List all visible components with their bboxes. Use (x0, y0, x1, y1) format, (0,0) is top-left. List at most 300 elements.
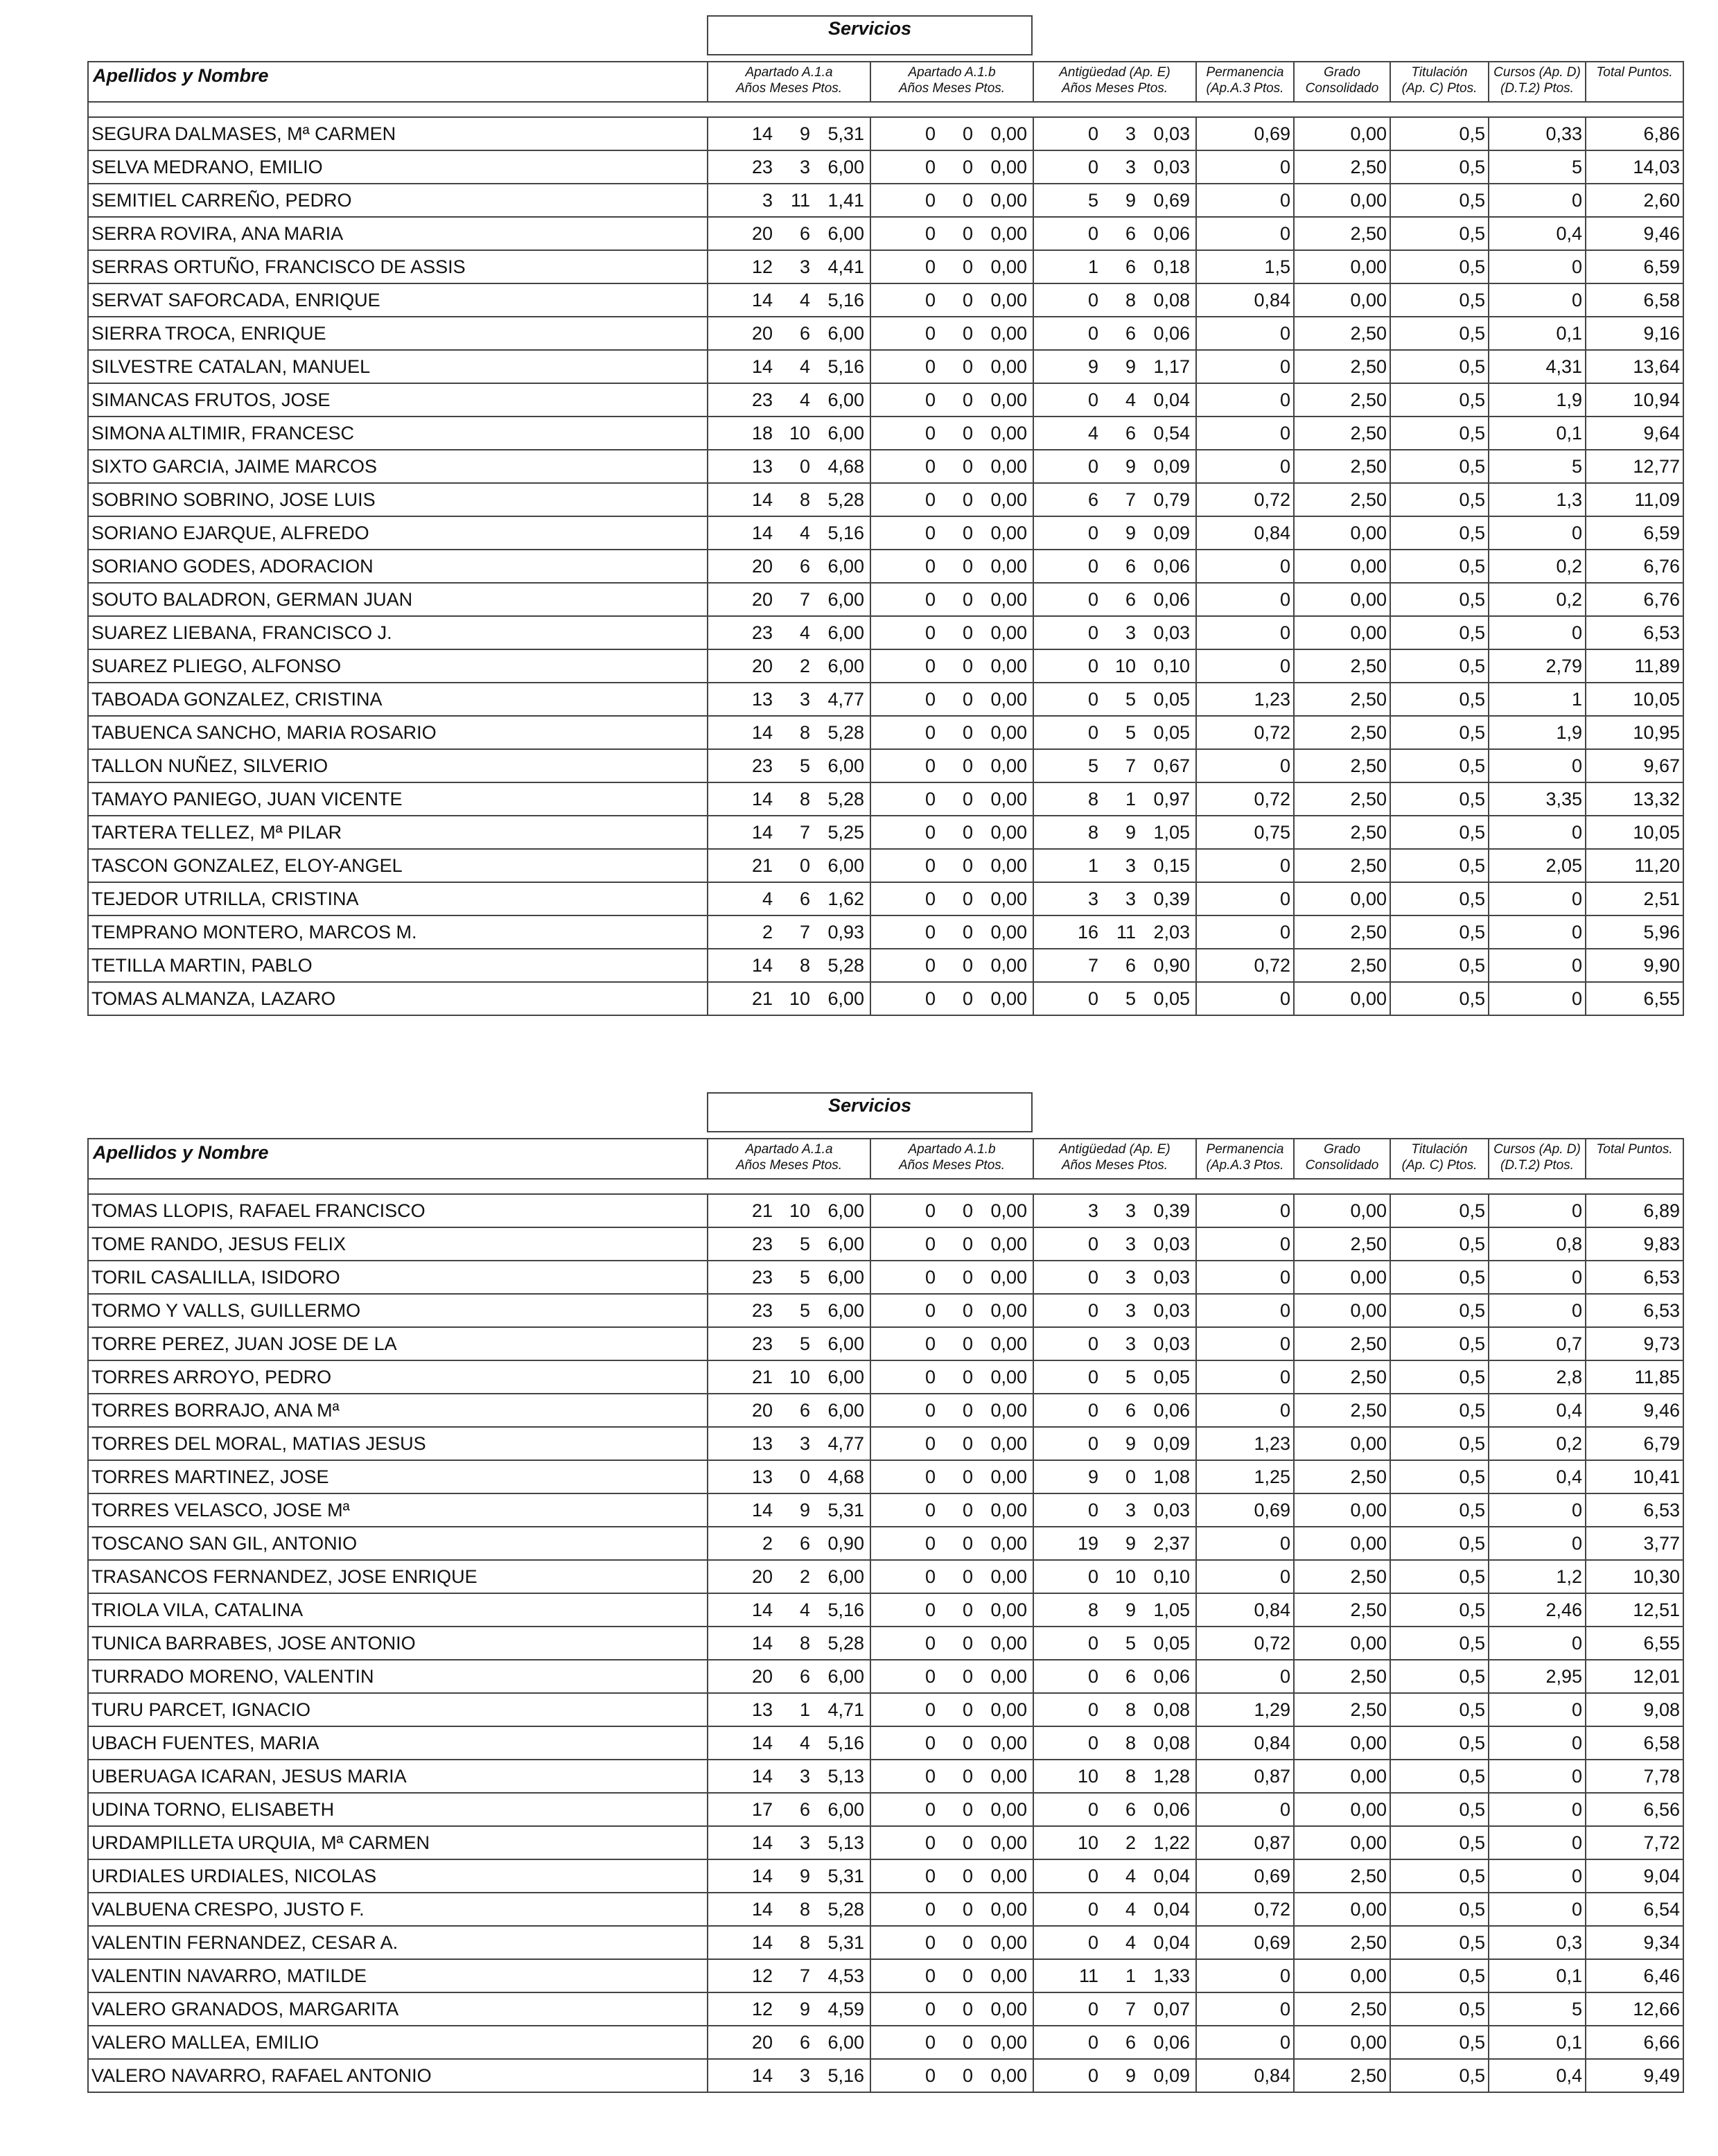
years-value: 9 (1087, 1466, 1098, 1487)
cursos-cell: 0 (1489, 949, 1586, 982)
points-value: 0,00 (990, 223, 1027, 244)
years-value: 14 (751, 955, 773, 976)
table-row (88, 749, 1683, 782)
months-value: 6 (1125, 2032, 1136, 2053)
cursos-cell: 0 (1489, 816, 1586, 849)
months-value: 3 (1125, 1200, 1136, 1221)
a1a-cell (708, 483, 870, 516)
a1a-cell (708, 1194, 870, 1227)
titulacion-cell: 0,5 (1390, 1593, 1489, 1627)
years-value: 0 (1087, 1500, 1098, 1520)
table-row (88, 417, 1683, 450)
a1a-cell (708, 982, 870, 1015)
years-value: 0 (924, 489, 936, 510)
permanencia-column-header: Permanencia (Ap.A.3 Ptos. (1196, 1139, 1294, 1179)
person-name-cell: TABOADA GONZALEZ, CRISTINA (88, 683, 708, 716)
months-value: 4 (799, 356, 810, 377)
months-value: 10 (789, 423, 810, 444)
months-value: 0 (799, 1466, 810, 1487)
points-value: 5,16 (827, 1733, 864, 1753)
points-value: 0,03 (1153, 157, 1190, 177)
person-name-cell: VALBUENA CRESPO, JUSTO F. (88, 1893, 708, 1926)
years-value: 0 (924, 256, 936, 277)
antiguedad-cell (1033, 1261, 1196, 1294)
permanencia-cell: 0,69 (1196, 1926, 1294, 1959)
points-value: 5,28 (827, 1633, 864, 1654)
years-value: 20 (751, 223, 773, 244)
points-value: 0,04 (1153, 1932, 1190, 1953)
months-value: 6 (1125, 1799, 1136, 1820)
years-value: 0 (924, 955, 936, 976)
total-cell: 10,30 (1586, 1560, 1683, 1593)
points-value: 5,31 (827, 1866, 864, 1886)
antiguedad-cell (1033, 2026, 1196, 2059)
months-value: 0 (962, 955, 973, 976)
titulacion-cell: 0,5 (1390, 483, 1489, 516)
titulacion-cell: 0,5 (1390, 250, 1489, 283)
months-value: 6 (1125, 256, 1136, 277)
years-value: 0 (924, 1999, 936, 2019)
cursos-cell: 0 (1489, 616, 1586, 649)
grado-cell: 2,50 (1294, 350, 1390, 383)
months-value: 0 (962, 1200, 973, 1221)
months-value: 9 (799, 1500, 810, 1520)
months-value: 3 (1125, 855, 1136, 876)
points-value: 5,28 (827, 722, 864, 743)
antiguedad-cell (1033, 1793, 1196, 1826)
months-value: 0 (962, 223, 973, 244)
years-value: 3 (1087, 888, 1098, 909)
years-value: 0 (924, 1666, 936, 1687)
permanencia-cell: 1,23 (1196, 1427, 1294, 1460)
permanencia-cell: 0 (1196, 1527, 1294, 1560)
years-value: 23 (751, 1333, 773, 1354)
permanencia-cell: 0 (1196, 583, 1294, 616)
table-row (88, 683, 1683, 716)
person-name-cell: TARTERA TELLEZ, Mª PILAR (88, 816, 708, 849)
a1a-cell (708, 1760, 870, 1793)
a1b-cell (870, 1726, 1033, 1760)
cursos-cell: 1 (1489, 683, 1586, 716)
points-value: 0,03 (1153, 1500, 1190, 1520)
years-value: 0 (1087, 1566, 1098, 1587)
months-value: 6 (799, 1533, 810, 1554)
titulacion-cell: 0,5 (1390, 2059, 1489, 2092)
points-value: 0,06 (1153, 1799, 1190, 1820)
a1b-cell (870, 1593, 1033, 1627)
person-name-cell: SIMANCAS FRUTOS, JOSE (88, 383, 708, 417)
years-value: 0 (924, 988, 936, 1009)
years-value: 0 (924, 1799, 936, 1820)
points-value: 0,00 (990, 955, 1027, 976)
years-value: 14 (751, 523, 773, 543)
antiguedad-cell (1033, 1760, 1196, 1793)
years-value: 1 (1087, 855, 1098, 876)
points-value: 0,00 (990, 1832, 1027, 1853)
titulacion-cell: 0,5 (1390, 915, 1489, 949)
a1b-cell (870, 1959, 1033, 1992)
points-value: 6,00 (827, 1367, 864, 1387)
person-name-cell: VALERO NAVARRO, RAFAEL ANTONIO (88, 2059, 708, 2092)
years-value: 8 (1087, 1600, 1098, 1620)
years-value: 0 (1087, 2065, 1098, 2086)
years-value: 2 (762, 1533, 773, 1554)
total-cell: 9,64 (1586, 417, 1683, 450)
antiguedad-cell (1033, 283, 1196, 317)
years-value: 0 (1087, 1433, 1098, 1454)
months-value: 0 (962, 1367, 973, 1387)
points-value: 5,16 (827, 523, 864, 543)
years-value: 0 (1087, 1633, 1098, 1654)
points-value: 6,00 (827, 1267, 864, 1288)
titulacion-cell: 0,5 (1390, 383, 1489, 417)
table-row (88, 1394, 1683, 1427)
cursos-cell: 1,3 (1489, 483, 1586, 516)
antiguedad-cell (1033, 649, 1196, 683)
years-value: 0 (924, 1533, 936, 1554)
a1a-cell (708, 816, 870, 849)
points-value: 0,00 (990, 722, 1027, 743)
months-value: 8 (1125, 1699, 1136, 1720)
years-value: 0 (1087, 622, 1098, 643)
months-value: 0 (962, 556, 973, 577)
table-row (88, 1294, 1683, 1327)
months-value: 5 (799, 1300, 810, 1321)
points-value: 0,00 (990, 1367, 1027, 1387)
a1a-cell (708, 317, 870, 350)
a1a-column-header: Apartado A.1.a Años Meses Ptos. (708, 62, 870, 102)
total-cell: 6,53 (1586, 1493, 1683, 1527)
titulacion-cell: 0,5 (1390, 1893, 1489, 1926)
years-value: 21 (751, 855, 773, 876)
years-value: 0 (1087, 1333, 1098, 1354)
titulacion-cell: 0,5 (1390, 1992, 1489, 2026)
months-value: 0 (962, 589, 973, 610)
years-value: 14 (751, 1500, 773, 1520)
points-value: 5,31 (827, 1500, 864, 1520)
a1b-cell (870, 450, 1033, 483)
grado-cell: 2,50 (1294, 1660, 1390, 1693)
points-value: 0,00 (990, 755, 1027, 776)
antiguedad-cell (1033, 1627, 1196, 1660)
total-cell: 6,79 (1586, 1427, 1683, 1460)
months-value: 9 (1125, 356, 1136, 377)
grado-cell: 2,50 (1294, 949, 1390, 982)
a1b-cell (870, 283, 1033, 317)
points-value: 1,41 (827, 190, 864, 211)
months-value: 9 (799, 1999, 810, 2019)
points-value: 0,90 (827, 1533, 864, 1554)
points-value: 1,05 (1153, 1600, 1190, 1620)
years-value: 14 (751, 290, 773, 310)
years-value: 0 (924, 589, 936, 610)
cursos-cell: 0 (1489, 1294, 1586, 1327)
grado-cell: 2,50 (1294, 450, 1390, 483)
table-row (88, 1826, 1683, 1859)
person-name-cell: SUAREZ LIEBANA, FRANCISCO J. (88, 616, 708, 649)
a1a-column-header: Apartado A.1.a Años Meses Ptos. (708, 1139, 870, 1179)
years-value: 23 (751, 1234, 773, 1254)
years-value: 23 (751, 755, 773, 776)
points-value: 6,00 (827, 1566, 864, 1587)
points-table (87, 61, 1684, 1016)
total-cell: 9,46 (1586, 1394, 1683, 1427)
antiguedad-cell (1033, 982, 1196, 1015)
a1a-cell (708, 1793, 870, 1826)
years-value: 0 (924, 922, 936, 943)
a1b-cell (870, 1460, 1033, 1493)
grado-cell: 2,50 (1294, 816, 1390, 849)
months-value: 4 (1125, 1899, 1136, 1920)
years-value: 3 (762, 190, 773, 211)
points-value: 0,00 (990, 922, 1027, 943)
table-row (88, 649, 1683, 683)
table-row (88, 1327, 1683, 1360)
titulacion-cell: 0,5 (1390, 350, 1489, 383)
points-value: 0,00 (990, 589, 1027, 610)
total-cell: 6,59 (1586, 516, 1683, 550)
a1b-cell (870, 417, 1033, 450)
table-row (88, 383, 1683, 417)
months-value: 0 (962, 1899, 973, 1920)
titulacion-cell: 0,5 (1390, 649, 1489, 683)
titulacion-cell: 0,5 (1390, 1360, 1489, 1394)
years-value: 20 (751, 556, 773, 577)
points-value: 0,00 (990, 1566, 1027, 1587)
titulacion-cell: 0,5 (1390, 217, 1489, 250)
a1b-cell (870, 1793, 1033, 1826)
points-value: 0,69 (1153, 190, 1190, 211)
grado-cell: 0,00 (1294, 516, 1390, 550)
years-value: 0 (1087, 589, 1098, 610)
titulacion-cell: 0,5 (1390, 1261, 1489, 1294)
grado-cell: 0,00 (1294, 283, 1390, 317)
months-value: 0 (962, 1500, 973, 1520)
points-value: 6,00 (827, 323, 864, 344)
permanencia-cell: 0 (1196, 915, 1294, 949)
points-value: 0,00 (990, 1234, 1027, 1254)
antiguedad-cell (1033, 683, 1196, 716)
antiguedad-cell (1033, 1427, 1196, 1460)
a1a-cell (708, 749, 870, 782)
a1a-cell (708, 583, 870, 616)
total-cell: 9,73 (1586, 1327, 1683, 1360)
a1b-cell (870, 483, 1033, 516)
grado-cell: 2,50 (1294, 915, 1390, 949)
table-row (88, 350, 1683, 383)
years-value: 0 (1087, 1267, 1098, 1288)
years-value: 0 (924, 1500, 936, 1520)
grado-cell: 0,00 (1294, 1793, 1390, 1826)
points-value: 0,18 (1153, 256, 1190, 277)
months-value: 0 (962, 1566, 973, 1587)
cursos-cell: 0,8 (1489, 1227, 1586, 1261)
months-value: 8 (799, 722, 810, 743)
points-value: 1,05 (1153, 822, 1190, 843)
months-value: 4 (799, 389, 810, 410)
titulacion-cell: 0,5 (1390, 1493, 1489, 1527)
points-value: 0,06 (1153, 1400, 1190, 1421)
months-value: 5 (1125, 1367, 1136, 1387)
months-value: 6 (1125, 955, 1136, 976)
points-value: 0,79 (1153, 489, 1190, 510)
months-value: 6 (1125, 1666, 1136, 1687)
grado-cell: 2,50 (1294, 1394, 1390, 1427)
person-name-cell: TORRES VELASCO, JOSE Mª (88, 1493, 708, 1527)
table-row (88, 1493, 1683, 1527)
table-row (88, 1726, 1683, 1760)
months-value: 3 (1125, 1267, 1136, 1288)
table-row (88, 1593, 1683, 1627)
a1b-cell (870, 1427, 1033, 1460)
months-value: 3 (1125, 1333, 1136, 1354)
points-value: 0,00 (990, 1965, 1027, 1986)
points-value: 0,00 (990, 1699, 1027, 1720)
points-value: 0,03 (1153, 1234, 1190, 1254)
antiguedad-cell (1033, 583, 1196, 616)
antiguedad-cell (1033, 483, 1196, 516)
months-value: 1 (1125, 1965, 1136, 1986)
a1a-cell (708, 1726, 870, 1760)
table-row (88, 816, 1683, 849)
points-value: 0,00 (990, 256, 1027, 277)
years-value: 5 (1087, 190, 1098, 211)
total-cell: 6,89 (1586, 1194, 1683, 1227)
years-value: 14 (751, 789, 773, 809)
total-cell: 11,20 (1586, 849, 1683, 882)
months-value: 7 (799, 922, 810, 943)
points-value: 5,25 (827, 822, 864, 843)
table-row (88, 949, 1683, 982)
years-value: 5 (1087, 755, 1098, 776)
grado-cell: 0,00 (1294, 982, 1390, 1015)
cursos-cell: 0,33 (1489, 117, 1586, 150)
years-value: 0 (1087, 1733, 1098, 1753)
points-value: 0,00 (990, 556, 1027, 577)
years-value: 0 (924, 1699, 936, 1720)
grado-cell: 0,00 (1294, 1893, 1390, 1926)
months-value: 0 (962, 456, 973, 477)
points-value: 6,00 (827, 1400, 864, 1421)
a1a-cell (708, 1360, 870, 1394)
months-value: 8 (1125, 1766, 1136, 1787)
table-row (88, 982, 1683, 1015)
a1b-column-header: Apartado A.1.b Años Meses Ptos. (870, 1139, 1033, 1179)
a1a-cell (708, 1593, 870, 1627)
a1b-cell (870, 2026, 1033, 2059)
grado-cell: 2,50 (1294, 782, 1390, 816)
titulacion-cell: 0,5 (1390, 1227, 1489, 1261)
antiguedad-cell (1033, 1660, 1196, 1693)
points-value: 0,00 (990, 1400, 1027, 1421)
years-value: 0 (924, 323, 936, 344)
years-value: 10 (1077, 1766, 1098, 1787)
cursos-column-header: Cursos (Ap. D) (D.T.2) Ptos. (1489, 62, 1586, 102)
years-value: 14 (751, 1733, 773, 1753)
points-value: 0,00 (990, 689, 1027, 710)
total-cell: 6,59 (1586, 250, 1683, 283)
months-value: 10 (789, 1367, 810, 1387)
months-value: 3 (1125, 888, 1136, 909)
years-value: 0 (924, 190, 936, 211)
total-cell: 9,49 (1586, 2059, 1683, 2092)
servicios-header: Servicios (707, 1092, 1033, 1132)
a1a-cell (708, 184, 870, 217)
grado-column-header: Grado Consolidado (1294, 62, 1390, 102)
person-name-cell: SIXTO GARCIA, JAIME MARCOS (88, 450, 708, 483)
a1b-cell (870, 583, 1033, 616)
years-value: 13 (751, 689, 773, 710)
grado-cell: 2,50 (1294, 1926, 1390, 1959)
points-value: 0,00 (990, 822, 1027, 843)
a1a-cell (708, 716, 870, 749)
years-value: 0 (1087, 556, 1098, 577)
person-name-cell: TORMO Y VALLS, GUILLERMO (88, 1294, 708, 1327)
cursos-cell: 0 (1489, 1893, 1586, 1926)
months-value: 0 (962, 1466, 973, 1487)
a1a-cell (708, 782, 870, 816)
points-value: 6,00 (827, 855, 864, 876)
titulacion-cell: 0,5 (1390, 716, 1489, 749)
a1b-cell (870, 849, 1033, 882)
a1b-cell (870, 1893, 1033, 1926)
years-value: 0 (924, 523, 936, 543)
table-row (88, 2059, 1683, 2092)
points-value: 0,00 (990, 1433, 1027, 1454)
a1a-cell (708, 250, 870, 283)
a1b-cell (870, 2059, 1033, 2092)
cursos-cell: 0 (1489, 1859, 1586, 1893)
months-value: 10 (789, 988, 810, 1009)
months-value: 5 (799, 1234, 810, 1254)
antiguedad-cell (1033, 217, 1196, 250)
total-cell: 12,51 (1586, 1593, 1683, 1627)
titulacion-cell: 0,5 (1390, 550, 1489, 583)
months-value: 5 (1125, 1633, 1136, 1654)
cursos-cell: 0 (1489, 516, 1586, 550)
table-row (88, 117, 1683, 150)
years-value: 0 (1087, 323, 1098, 344)
years-value: 0 (1087, 223, 1098, 244)
months-value: 0 (962, 1866, 973, 1886)
a1b-cell (870, 716, 1033, 749)
months-value: 7 (1125, 489, 1136, 510)
total-cell: 10,95 (1586, 716, 1683, 749)
total-cell: 10,05 (1586, 683, 1683, 716)
grado-cell: 2,50 (1294, 217, 1390, 250)
years-value: 23 (751, 389, 773, 410)
points-value: 0,06 (1153, 1666, 1190, 1687)
points-value: 0,93 (827, 922, 864, 943)
points-value: 0,09 (1153, 456, 1190, 477)
permanencia-cell: 0,84 (1196, 2059, 1294, 2092)
months-value: 4 (799, 1733, 810, 1753)
points-value: 2,03 (1153, 922, 1190, 943)
months-value: 0 (962, 256, 973, 277)
points-value: 0,10 (1153, 1566, 1190, 1587)
years-value: 20 (751, 1566, 773, 1587)
months-value: 0 (962, 1999, 973, 2019)
years-value: 7 (1087, 955, 1098, 976)
a1a-cell (708, 217, 870, 250)
points-value: 6,00 (827, 622, 864, 643)
person-name-cell: SIERRA TROCA, ENRIQUE (88, 317, 708, 350)
months-value: 0 (962, 755, 973, 776)
cursos-cell: 0,4 (1489, 1460, 1586, 1493)
a1b-cell (870, 1294, 1033, 1327)
years-value: 12 (751, 256, 773, 277)
cursos-cell: 3,35 (1489, 782, 1586, 816)
